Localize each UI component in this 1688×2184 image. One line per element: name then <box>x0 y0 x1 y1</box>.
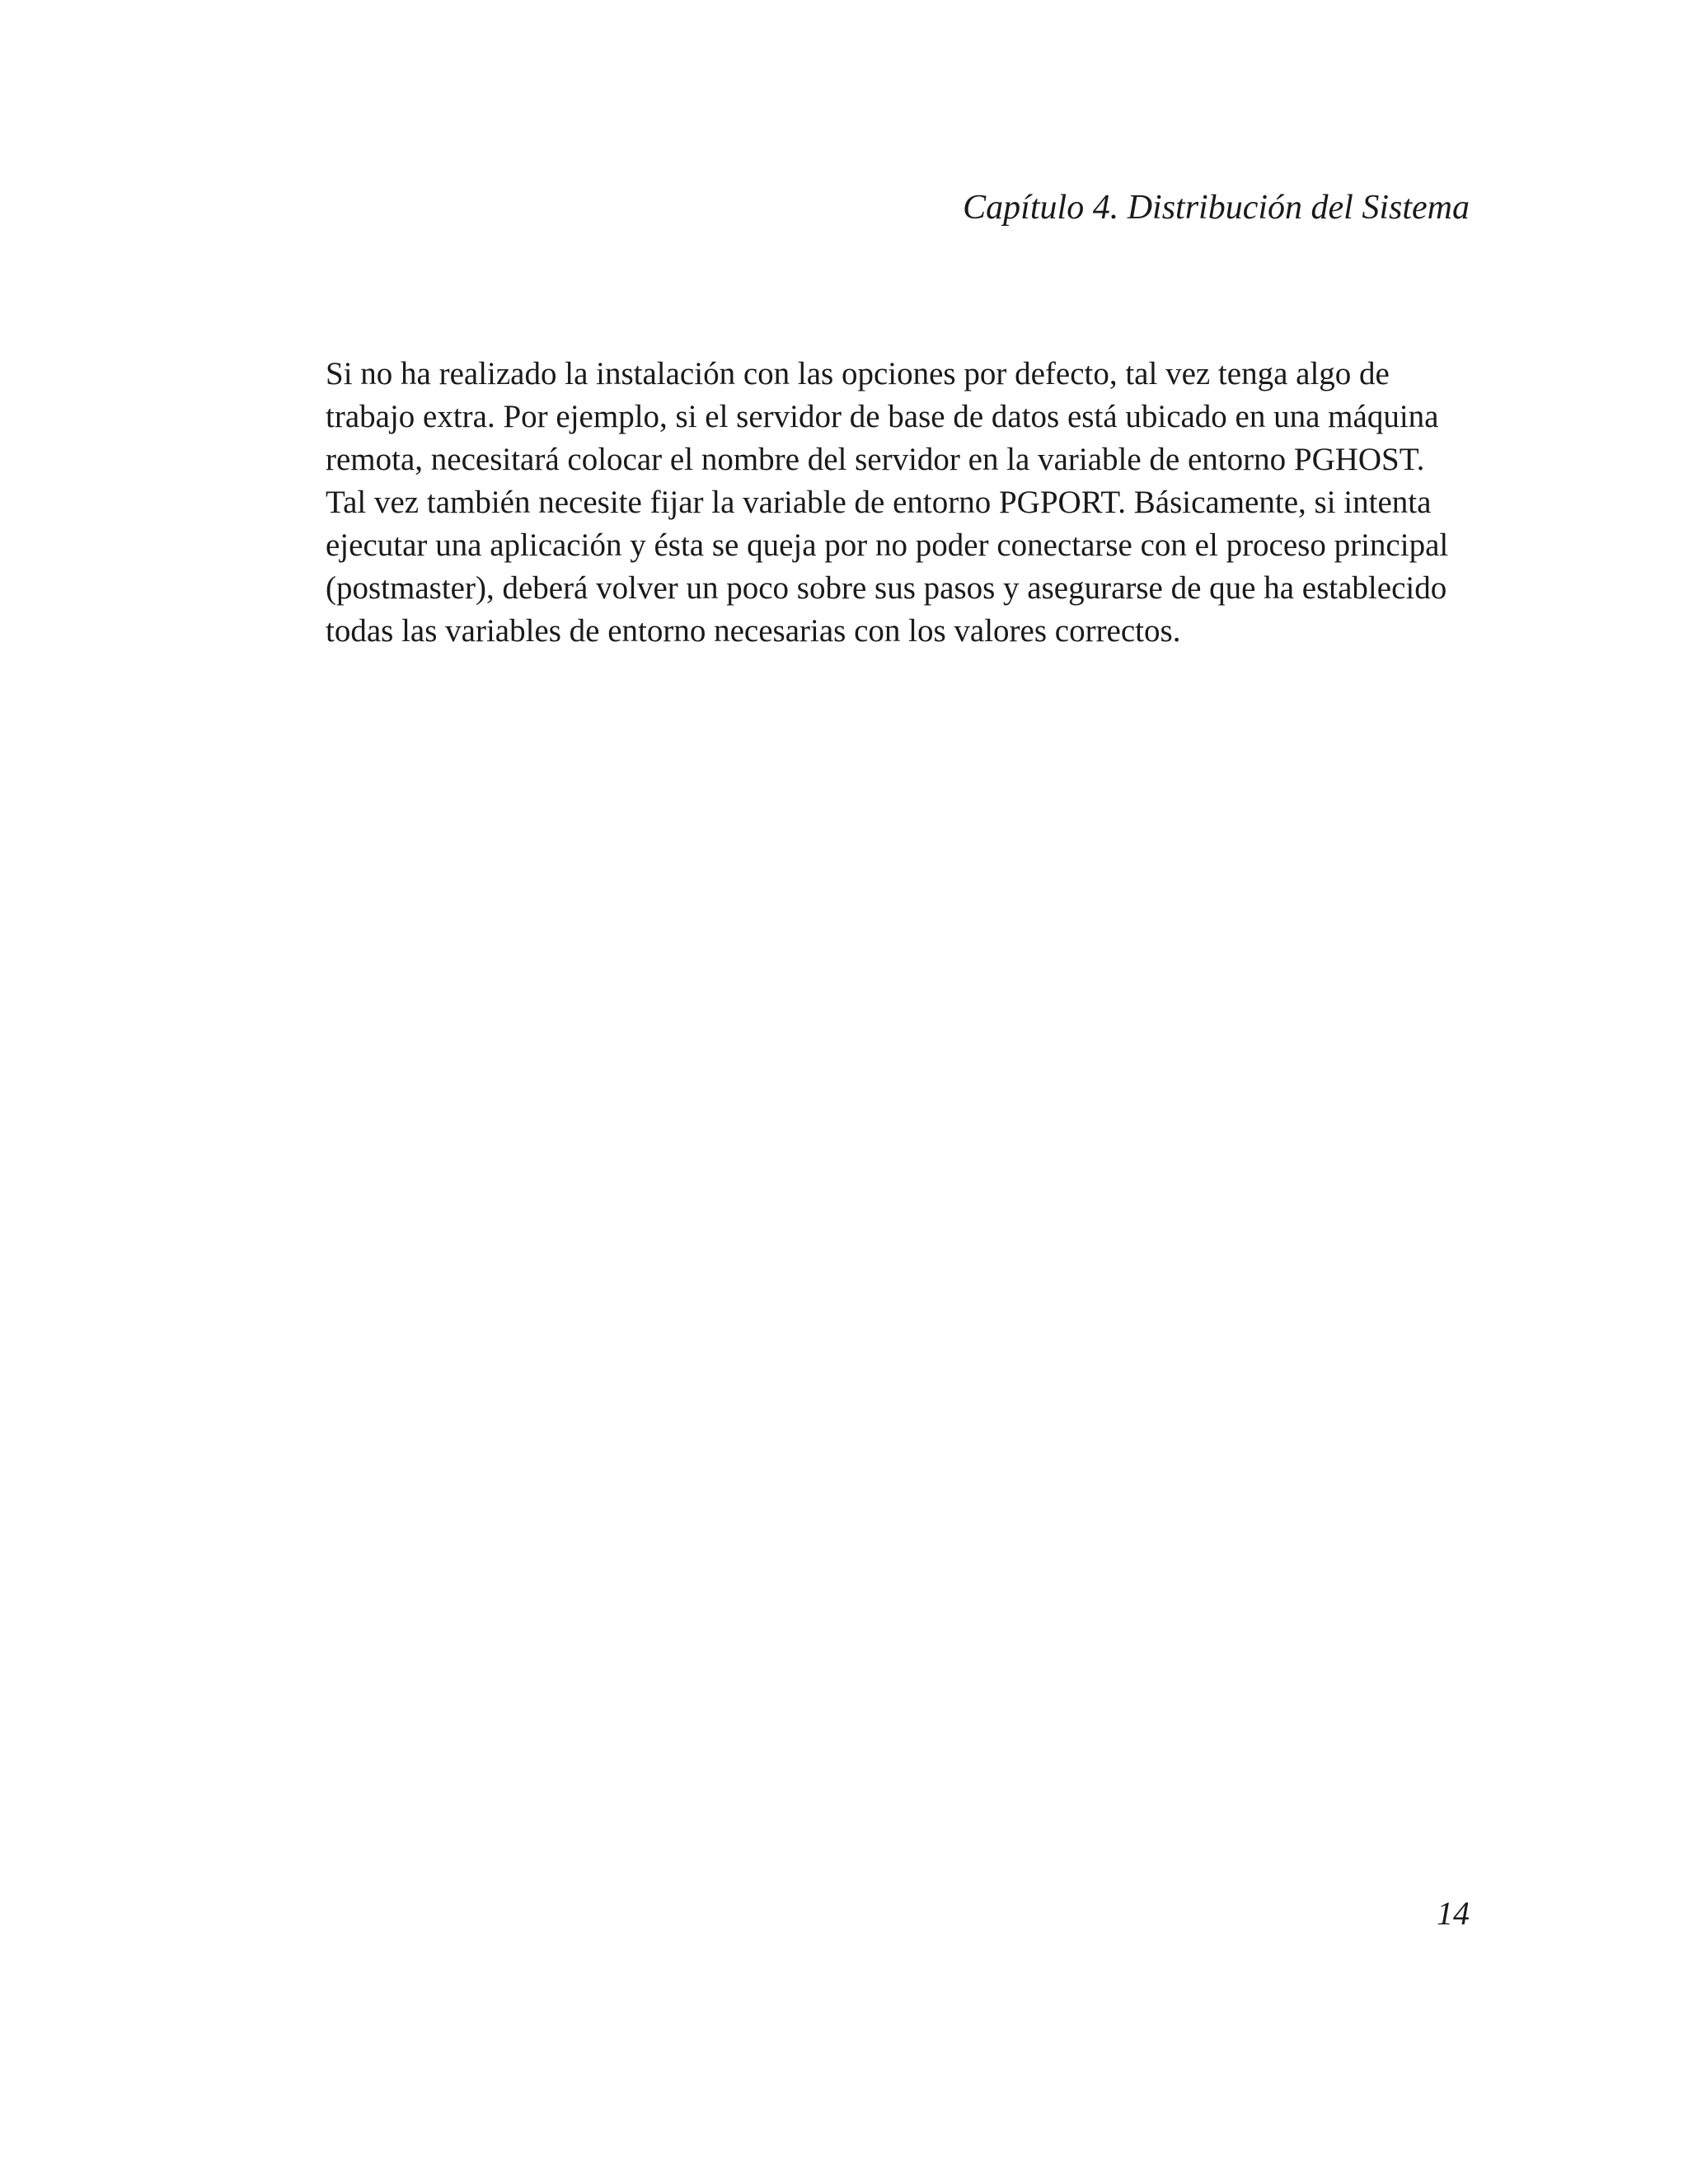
page-number: 14 <box>1437 1895 1470 1932</box>
paragraph-line: Tal vez también necesite fijar la variable de entorno PGPORT. Básicamente, si intenta <box>326 485 1432 520</box>
paragraph-line: ejecutar una aplicación y ésta se queja por no poder conectarse con el proceso principal <box>326 527 1449 563</box>
paragraph-line: todas las variables de entorno necesarias con los valores correctos. <box>326 613 1181 649</box>
paragraph-line: (postmaster), deberá volver un poco sobre sus pasos y asegurarse de que ha establecido <box>326 570 1447 606</box>
running-header: Capítulo 4. Distribución del Sistema <box>963 189 1470 227</box>
paragraph-line: remota, necesitará colocar el nombre del servidor en la variable de entorno PGHOST. <box>326 442 1425 477</box>
body-paragraph <box>326 353 1470 653</box>
paragraph-line: Si no ha realizado la instalación con las opciones por defecto, tal vez tenga algo de <box>326 356 1390 391</box>
paragraph-line: trabajo extra. Por ejemplo, si el servidor de base de datos está ubicado en una máquina <box>326 399 1439 434</box>
